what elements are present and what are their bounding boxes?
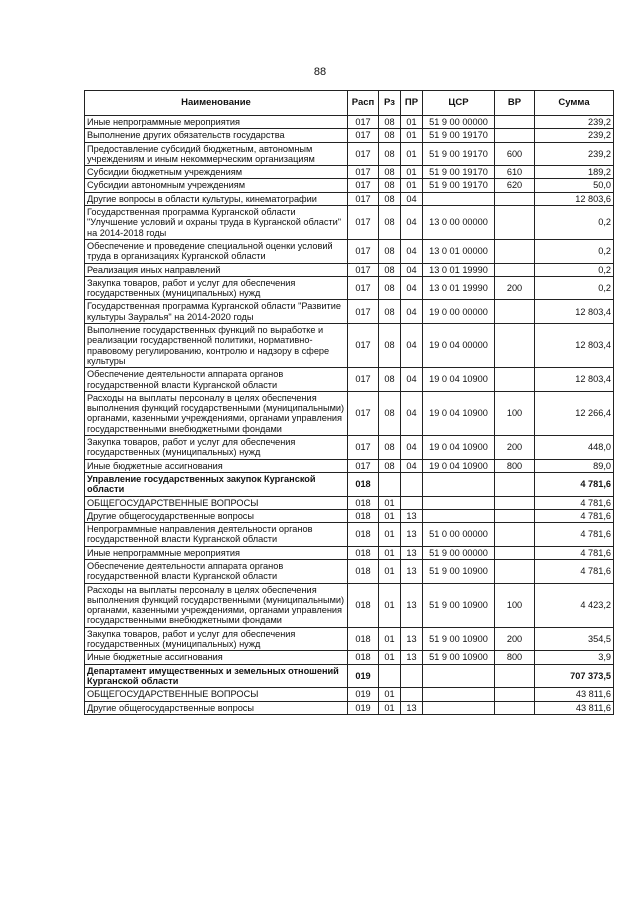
cell-sum: 12 803,4 <box>535 300 614 324</box>
cell-name: Департамент имущественных и земельных отношений Курганской области <box>85 664 348 688</box>
cell-csr: 51 9 00 19170 <box>423 129 495 142</box>
cell-csr: 19 0 04 00000 <box>423 324 495 368</box>
cell-csr: 51 9 00 10900 <box>423 559 495 583</box>
table-row <box>85 324 614 368</box>
cell-sum: 239,2 <box>535 116 614 129</box>
cell-pr: 13 <box>401 523 423 547</box>
cell-rasp: 017 <box>348 276 379 300</box>
cell-rz: 08 <box>379 391 401 435</box>
table-row <box>85 472 614 496</box>
cell-sum: 89,0 <box>535 459 614 472</box>
table-row <box>85 166 614 179</box>
header-name: Наименование <box>85 91 348 116</box>
cell-vr <box>495 664 535 688</box>
cell-csr: 51 9 00 19170 <box>423 142 495 166</box>
cell-csr: 51 9 00 10900 <box>423 627 495 651</box>
cell-csr: 13 0 00 00000 <box>423 206 495 240</box>
cell-name: Иные бюджетные ассигнования <box>85 651 348 664</box>
table-row <box>85 546 614 559</box>
cell-sum: 0,2 <box>535 206 614 240</box>
cell-rz: 01 <box>379 651 401 664</box>
cell-sum: 354,5 <box>535 627 614 651</box>
cell-rz: 08 <box>379 142 401 166</box>
cell-sum: 0,2 <box>535 263 614 276</box>
cell-pr: 04 <box>401 206 423 240</box>
cell-vr <box>495 472 535 496</box>
cell-csr <box>423 192 495 205</box>
cell-rz: 08 <box>379 368 401 392</box>
cell-sum: 43 811,6 <box>535 701 614 714</box>
table-row <box>85 496 614 509</box>
cell-rz: 08 <box>379 459 401 472</box>
table-row <box>85 391 614 435</box>
cell-rasp: 017 <box>348 129 379 142</box>
cell-pr: 01 <box>401 166 423 179</box>
cell-rz: 08 <box>379 192 401 205</box>
cell-pr: 04 <box>401 263 423 276</box>
cell-name: Предоставление субсидий бюджетным, автономным учреждениям и иным некоммерческим организациям <box>85 142 348 166</box>
cell-rz: 08 <box>379 436 401 460</box>
header-csr: ЦСР <box>423 91 495 116</box>
cell-name: Реализация иных направлений <box>85 263 348 276</box>
cell-rasp: 017 <box>348 166 379 179</box>
cell-sum: 4 781,6 <box>535 496 614 509</box>
cell-rz: 08 <box>379 179 401 192</box>
cell-name: Иные бюджетные ассигнования <box>85 459 348 472</box>
cell-rz: 08 <box>379 300 401 324</box>
cell-csr: 19 0 04 10900 <box>423 459 495 472</box>
table-row <box>85 701 614 714</box>
cell-vr <box>495 263 535 276</box>
cell-rz: 08 <box>379 276 401 300</box>
cell-pr: 01 <box>401 129 423 142</box>
cell-rz: 01 <box>379 496 401 509</box>
cell-name: Государственная программа Курганской области "Улучшение условий и охраны труда в Курганской области" на 2014-2018 годы <box>85 206 348 240</box>
table-row <box>85 627 614 651</box>
cell-pr <box>401 496 423 509</box>
cell-name: Другие общегосударственные вопросы <box>85 701 348 714</box>
cell-vr: 100 <box>495 583 535 627</box>
cell-name: Расходы на выплаты персоналу в целях обеспечения выполнения функций государственными (муниципальными) органами, казенными учреждениями, органами управления государственными внебюджетными фондами <box>85 391 348 435</box>
cell-sum: 12 803,4 <box>535 324 614 368</box>
cell-rasp: 018 <box>348 472 379 496</box>
header-rasp: Расп <box>348 91 379 116</box>
cell-pr: 04 <box>401 391 423 435</box>
cell-rasp: 017 <box>348 263 379 276</box>
cell-name: Иные непрограммные мероприятия <box>85 116 348 129</box>
cell-vr <box>495 368 535 392</box>
table-row <box>85 239 614 263</box>
cell-csr: 19 0 04 10900 <box>423 391 495 435</box>
cell-name: Выполнение других обязательств государства <box>85 129 348 142</box>
cell-csr <box>423 664 495 688</box>
cell-pr: 13 <box>401 509 423 522</box>
cell-sum: 4 781,6 <box>535 523 614 547</box>
cell-sum: 4 781,6 <box>535 472 614 496</box>
table-row <box>85 664 614 688</box>
cell-csr <box>423 496 495 509</box>
cell-rz <box>379 472 401 496</box>
cell-csr <box>423 701 495 714</box>
cell-sum: 189,2 <box>535 166 614 179</box>
cell-pr <box>401 688 423 701</box>
cell-csr: 51 9 00 19170 <box>423 166 495 179</box>
cell-name: Непрограммные направления деятельности органов государственной власти Курганской области <box>85 523 348 547</box>
table-row <box>85 179 614 192</box>
cell-rasp: 019 <box>348 664 379 688</box>
table-row <box>85 459 614 472</box>
cell-vr <box>495 546 535 559</box>
cell-sum: 4 781,6 <box>535 559 614 583</box>
cell-name: Обеспечение и проведение специальной оценки условий труда в организациях Курганской области <box>85 239 348 263</box>
cell-csr: 51 9 00 19170 <box>423 179 495 192</box>
cell-rz: 01 <box>379 523 401 547</box>
table-row <box>85 116 614 129</box>
cell-rasp: 017 <box>348 368 379 392</box>
cell-rasp: 018 <box>348 559 379 583</box>
cell-csr: 19 0 04 10900 <box>423 436 495 460</box>
table-header-row <box>85 91 614 116</box>
header-vr: ВР <box>495 91 535 116</box>
cell-sum: 12 803,4 <box>535 368 614 392</box>
table-body <box>85 116 614 715</box>
cell-pr: 01 <box>401 116 423 129</box>
header-rz: Рз <box>379 91 401 116</box>
cell-sum: 43 811,6 <box>535 688 614 701</box>
cell-name: Обеспечение деятельности аппарата органов государственной власти Курганской области <box>85 368 348 392</box>
cell-name: Управление государственных закупок Курганской области <box>85 472 348 496</box>
cell-sum: 50,0 <box>535 179 614 192</box>
header-sum: Сумма <box>535 91 614 116</box>
cell-rasp: 017 <box>348 300 379 324</box>
cell-rz: 01 <box>379 559 401 583</box>
cell-pr: 04 <box>401 368 423 392</box>
cell-sum: 4 423,2 <box>535 583 614 627</box>
cell-csr <box>423 688 495 701</box>
cell-csr: 51 0 00 00000 <box>423 523 495 547</box>
cell-rasp: 018 <box>348 496 379 509</box>
cell-vr <box>495 701 535 714</box>
cell-sum: 448,0 <box>535 436 614 460</box>
cell-sum: 707 373,5 <box>535 664 614 688</box>
table-row <box>85 688 614 701</box>
cell-rz: 01 <box>379 509 401 522</box>
cell-name: Закупка товаров, работ и услуг для обеспечения государственных (муниципальных) нужд <box>85 276 348 300</box>
cell-name: Субсидии автономным учреждениям <box>85 179 348 192</box>
cell-csr: 19 0 04 10900 <box>423 368 495 392</box>
header-pr: ПР <box>401 91 423 116</box>
table-row <box>85 559 614 583</box>
cell-rasp: 018 <box>348 627 379 651</box>
table-row <box>85 368 614 392</box>
cell-rasp: 017 <box>348 206 379 240</box>
cell-sum: 3,9 <box>535 651 614 664</box>
cell-name: Выполнение государственных функций по выработке и реализации государственной политики, нормативно-правовому регулированию, контролю и надзору в сфере культуры <box>85 324 348 368</box>
table-row <box>85 651 614 664</box>
cell-vr: 610 <box>495 166 535 179</box>
cell-rz: 01 <box>379 546 401 559</box>
table-row <box>85 206 614 240</box>
table-row <box>85 523 614 547</box>
cell-name: ОБЩЕГОСУДАРСТВЕННЫЕ ВОПРОСЫ <box>85 688 348 701</box>
table-row <box>85 142 614 166</box>
cell-pr: 01 <box>401 179 423 192</box>
cell-vr <box>495 206 535 240</box>
table-row <box>85 192 614 205</box>
cell-vr <box>495 523 535 547</box>
cell-pr: 13 <box>401 546 423 559</box>
cell-vr: 200 <box>495 627 535 651</box>
cell-pr: 04 <box>401 459 423 472</box>
cell-rasp: 017 <box>348 459 379 472</box>
cell-sum: 0,2 <box>535 276 614 300</box>
cell-rasp: 019 <box>348 688 379 701</box>
cell-rz: 08 <box>379 166 401 179</box>
cell-csr: 13 0 01 00000 <box>423 239 495 263</box>
budget-table <box>84 90 614 715</box>
cell-name: Другие общегосударственные вопросы <box>85 509 348 522</box>
table-row <box>85 129 614 142</box>
cell-rasp: 018 <box>348 583 379 627</box>
cell-name: Расходы на выплаты персоналу в целях обеспечения выполнения функций государственными (муниципальными) органами, казенными учреждениями, органами управления государственными внебюджетными фондами <box>85 583 348 627</box>
cell-csr <box>423 472 495 496</box>
cell-pr: 13 <box>401 627 423 651</box>
cell-vr <box>495 324 535 368</box>
table-row <box>85 276 614 300</box>
cell-rz <box>379 664 401 688</box>
cell-rasp: 017 <box>348 192 379 205</box>
cell-pr: 04 <box>401 324 423 368</box>
cell-vr <box>495 496 535 509</box>
cell-rasp: 018 <box>348 546 379 559</box>
cell-rz: 08 <box>379 324 401 368</box>
cell-csr: 19 0 00 00000 <box>423 300 495 324</box>
cell-rasp: 017 <box>348 324 379 368</box>
cell-sum: 4 781,6 <box>535 546 614 559</box>
cell-csr: 51 9 00 10900 <box>423 583 495 627</box>
cell-name: Иные непрограммные мероприятия <box>85 546 348 559</box>
table-row <box>85 263 614 276</box>
cell-name: Государственная программа Курганской области "Развитие культуры Зауралья" на 2014-2020 годы <box>85 300 348 324</box>
cell-rasp: 017 <box>348 142 379 166</box>
cell-rz: 01 <box>379 701 401 714</box>
cell-vr <box>495 509 535 522</box>
cell-vr <box>495 300 535 324</box>
cell-sum: 12 266,4 <box>535 391 614 435</box>
cell-pr: 04 <box>401 192 423 205</box>
cell-vr: 600 <box>495 142 535 166</box>
cell-rasp: 017 <box>348 116 379 129</box>
cell-pr <box>401 664 423 688</box>
cell-vr: 200 <box>495 436 535 460</box>
cell-csr: 51 9 00 10900 <box>423 651 495 664</box>
cell-rz: 08 <box>379 263 401 276</box>
cell-sum: 4 781,6 <box>535 509 614 522</box>
cell-name: ОБЩЕГОСУДАРСТВЕННЫЕ ВОПРОСЫ <box>85 496 348 509</box>
cell-vr: 100 <box>495 391 535 435</box>
cell-pr: 13 <box>401 583 423 627</box>
cell-rz: 08 <box>379 116 401 129</box>
cell-rasp: 018 <box>348 509 379 522</box>
cell-name: Субсидии бюджетным учреждениям <box>85 166 348 179</box>
cell-vr: 200 <box>495 276 535 300</box>
cell-vr <box>495 688 535 701</box>
cell-vr <box>495 559 535 583</box>
cell-rasp: 017 <box>348 391 379 435</box>
cell-sum: 0,2 <box>535 239 614 263</box>
cell-csr: 13 0 01 19990 <box>423 263 495 276</box>
cell-rz: 08 <box>379 206 401 240</box>
cell-sum: 239,2 <box>535 129 614 142</box>
cell-sum: 239,2 <box>535 142 614 166</box>
cell-rasp: 017 <box>348 179 379 192</box>
cell-vr <box>495 116 535 129</box>
cell-pr: 04 <box>401 239 423 263</box>
cell-rasp: 018 <box>348 523 379 547</box>
cell-rz: 01 <box>379 627 401 651</box>
cell-pr <box>401 472 423 496</box>
cell-csr: 51 9 00 00000 <box>423 546 495 559</box>
cell-rz: 01 <box>379 688 401 701</box>
cell-pr: 13 <box>401 559 423 583</box>
cell-vr <box>495 192 535 205</box>
cell-pr: 04 <box>401 300 423 324</box>
cell-csr <box>423 509 495 522</box>
cell-pr: 01 <box>401 142 423 166</box>
cell-rz: 08 <box>379 129 401 142</box>
cell-name: Обеспечение деятельности аппарата органов государственной власти Курганской области <box>85 559 348 583</box>
table-row <box>85 509 614 522</box>
cell-pr: 13 <box>401 651 423 664</box>
page-number: 88 <box>313 66 327 78</box>
cell-rasp: 017 <box>348 436 379 460</box>
table-row <box>85 300 614 324</box>
cell-vr <box>495 129 535 142</box>
cell-sum: 12 803,6 <box>535 192 614 205</box>
cell-csr: 13 0 01 19990 <box>423 276 495 300</box>
table-row <box>85 583 614 627</box>
cell-vr: 800 <box>495 651 535 664</box>
cell-vr: 800 <box>495 459 535 472</box>
cell-rasp: 018 <box>348 651 379 664</box>
cell-rasp: 019 <box>348 701 379 714</box>
cell-vr <box>495 239 535 263</box>
cell-pr: 04 <box>401 436 423 460</box>
cell-pr: 04 <box>401 276 423 300</box>
cell-rz: 01 <box>379 583 401 627</box>
cell-csr: 51 9 00 00000 <box>423 116 495 129</box>
table-row <box>85 436 614 460</box>
cell-vr: 620 <box>495 179 535 192</box>
cell-rz: 08 <box>379 239 401 263</box>
cell-name: Другие вопросы в области культуры, кинематографии <box>85 192 348 205</box>
cell-pr: 13 <box>401 701 423 714</box>
cell-name: Закупка товаров, работ и услуг для обеспечения государственных (муниципальных) нужд <box>85 627 348 651</box>
cell-name: Закупка товаров, работ и услуг для обеспечения государственных (муниципальных) нужд <box>85 436 348 460</box>
cell-rasp: 017 <box>348 239 379 263</box>
